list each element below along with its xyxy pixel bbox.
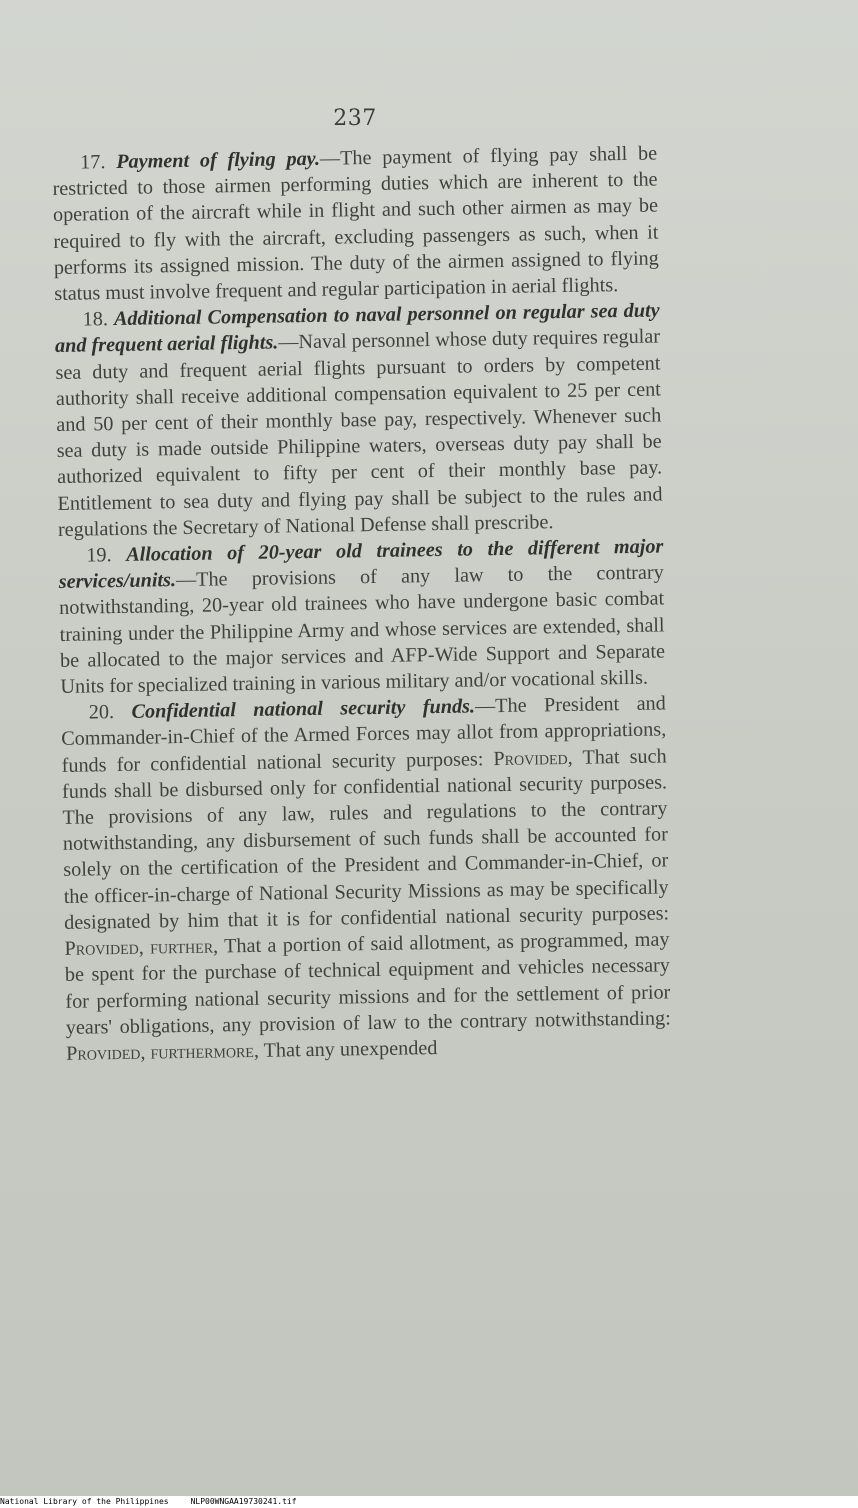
- document-body: [52, 140, 671, 1066]
- scan-footer: [0, 1496, 858, 1508]
- proviso-label: Provided, further,: [64, 935, 219, 960]
- section-number: 20.: [88, 701, 115, 724]
- section-heading: Allocation of 20-year old trainees to the different major services/units.: [58, 535, 664, 594]
- section-heading: Confidential national security funds.: [131, 695, 476, 724]
- section-text: —The President and Commander-in-Chief of the Armed Forces may allot from appropriations, funds for confidential national security purposes:: [61, 692, 667, 777]
- proviso-label: Provided,: [493, 746, 573, 770]
- section-text: —The provisions of any law to the contrary notwithstanding, 20-year old trainees who have undergone basic combat training under the Philippine Army and whose services are extended, shall be allocated to the major services and AFP-Wide Support and Separate Units for specialized training in various military and/or vocational skills.: [59, 561, 666, 698]
- page-number: 237: [333, 106, 377, 131]
- section-17: [52, 140, 659, 307]
- section-text: —Naval personnel whose duty requires regular sea duty and frequent aerial flights pursuant to orders by competent authority shall receive additional compensation equivalent to 25 per cent and 50 per cent of their monthly base pay, respectively. Whenever such sea duty is made outside Philippine waters, overseas duty pay shall be authorized equivalent to fifty per cent of their monthly base pay. Entitlement to sea duty and flying pay shall be subject to the rules and regulations the Secretary of National Defense shall prescribe.: [55, 325, 663, 541]
- section-18: [54, 298, 663, 543]
- section-heading: Additional Compensation to naval personnel on regular sea duty and frequent aerial flights.: [54, 299, 660, 358]
- section-number: 18.: [82, 308, 109, 331]
- section-text: That a portion of said allotment, as programmed, may be spent for the purchase of technical equipment and vehicles necessary for performing national security missions and for the settlement of prior years' obligations, any provision of law to the contrary notwithstanding:: [64, 928, 671, 1039]
- footer-filename: NLP00WNGAA19730241.tif: [190, 1497, 297, 1506]
- section-text: —The payment of flying pay shall be restricted to those airmen performing duties which are inherent to the operation of the aircraft while in flight and such other airmen as may be required to fly with the aircraft, excluding passengers as such, when it performs its assigned mission. The duty of the airmen assigned to flying status must involve frequent and regular participation in aerial flights.: [52, 142, 659, 305]
- section-19: [58, 533, 665, 700]
- section-heading: Payment of flying pay.: [116, 147, 321, 173]
- section-text: That such funds shall be disbursed only for confidential national security purposes. The provisions of any law, rules and regulations to the contrary notwithstanding, any disbursement of such funds shall be accounted for solely on the certification of the President and Commander-in-Chief, or the officer-in-charge of National Security Missions as may be specifically designated by him that it is for confidential national security purposes:: [61, 745, 670, 934]
- section-text: That any unexpended: [263, 1036, 438, 1062]
- section-number: 19.: [86, 544, 112, 567]
- section-number: 17.: [80, 151, 106, 174]
- footer-library: National Library of the Philippines: [0, 1497, 169, 1506]
- section-20: [61, 691, 672, 1067]
- proviso-label: Provided, furthermore,: [66, 1039, 260, 1065]
